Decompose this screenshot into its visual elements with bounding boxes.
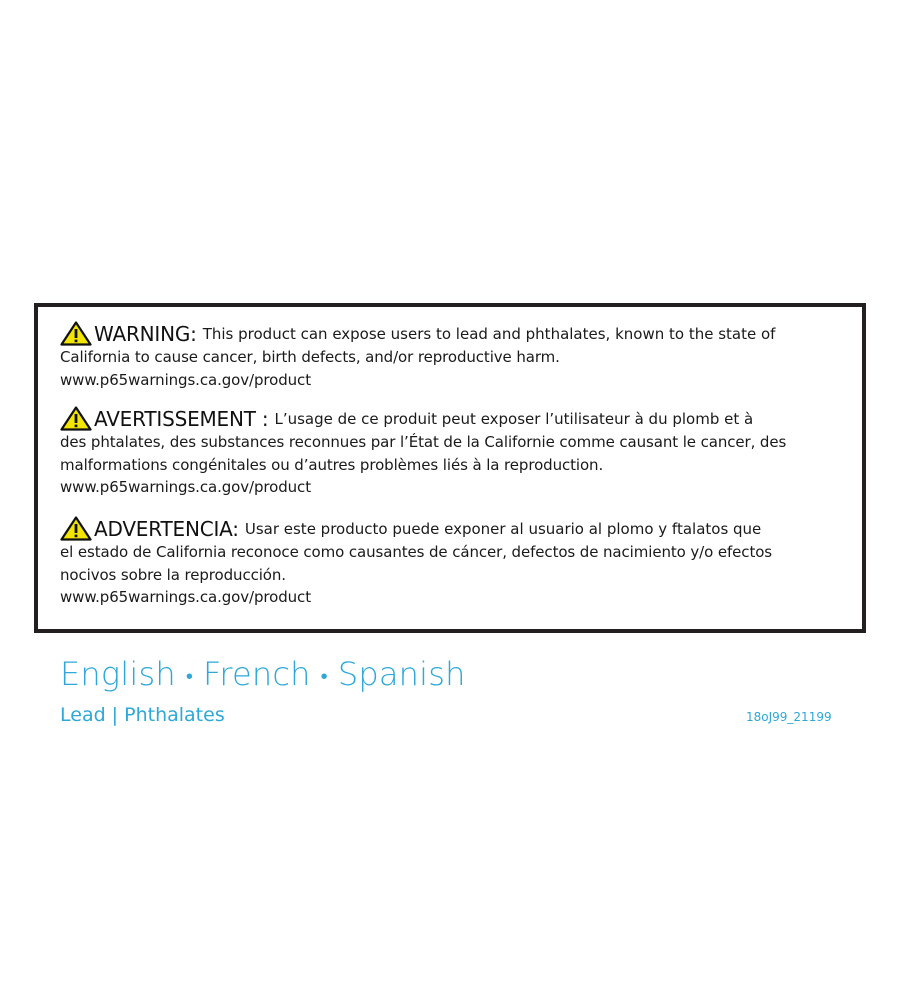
warning-text-line: el estado de California reconoce como causantes de cáncer, defectos de nacimiento y/o efectos xyxy=(60,543,773,561)
warning-url: www.p65warnings.ca.gov/product xyxy=(60,370,311,389)
warning-heading-spanish xyxy=(60,516,850,541)
warning-triangle-icon xyxy=(60,406,92,431)
language-spanish: Spanish xyxy=(337,655,466,693)
warning-heading-english xyxy=(60,321,850,346)
warning-text-line: L’usage de ce produit peut exposer l’utilisateur à du plomb et à xyxy=(274,409,754,428)
label-code: 18oJ99_21199 xyxy=(746,710,832,724)
warning-keyword: ADVERTENCIA: xyxy=(94,517,239,541)
warning-url: www.p65warnings.ca.gov/product xyxy=(60,588,311,606)
separator-dot: • xyxy=(320,663,328,688)
warning-keyword: WARNING: xyxy=(94,322,197,346)
language-english: English xyxy=(60,655,176,693)
chemicals-label: Lead | Phthalates xyxy=(60,704,225,726)
warning-block-spanish xyxy=(60,516,850,609)
warning-text-line: Usar este producto puede exponer al usuario al plomo y ftalatos que xyxy=(244,519,762,538)
warning-url: www.p65warnings.ca.gov/product xyxy=(60,478,311,496)
warning-text-line: des phtalates, des substances reconnues par l’État de la Californie comme causant le cancer, des xyxy=(60,433,787,451)
warning-heading-french xyxy=(60,406,850,431)
warning-text-line: California to cause cancer, birth defects, and/or reproductive harm. xyxy=(60,348,560,366)
warning-text-line: malformations congénitales ou d’autres problèmes liés à la reproduction. xyxy=(60,455,604,474)
warning-triangle-icon xyxy=(60,516,92,541)
separator-dot: • xyxy=(185,663,194,688)
warning-text-line: This product can expose users to lead and phthalates, known to the state of xyxy=(202,324,776,343)
warning-block-french xyxy=(60,406,850,499)
warning-keyword: AVERTISSEMENT : xyxy=(94,407,269,431)
warning-text-line: nocivos sobre la reproducción. xyxy=(60,565,286,584)
warning-label-box xyxy=(34,303,866,633)
language-list xyxy=(60,655,466,693)
warning-triangle-icon xyxy=(60,321,92,346)
language-french: French xyxy=(203,655,311,693)
warning-block-english xyxy=(60,321,850,391)
